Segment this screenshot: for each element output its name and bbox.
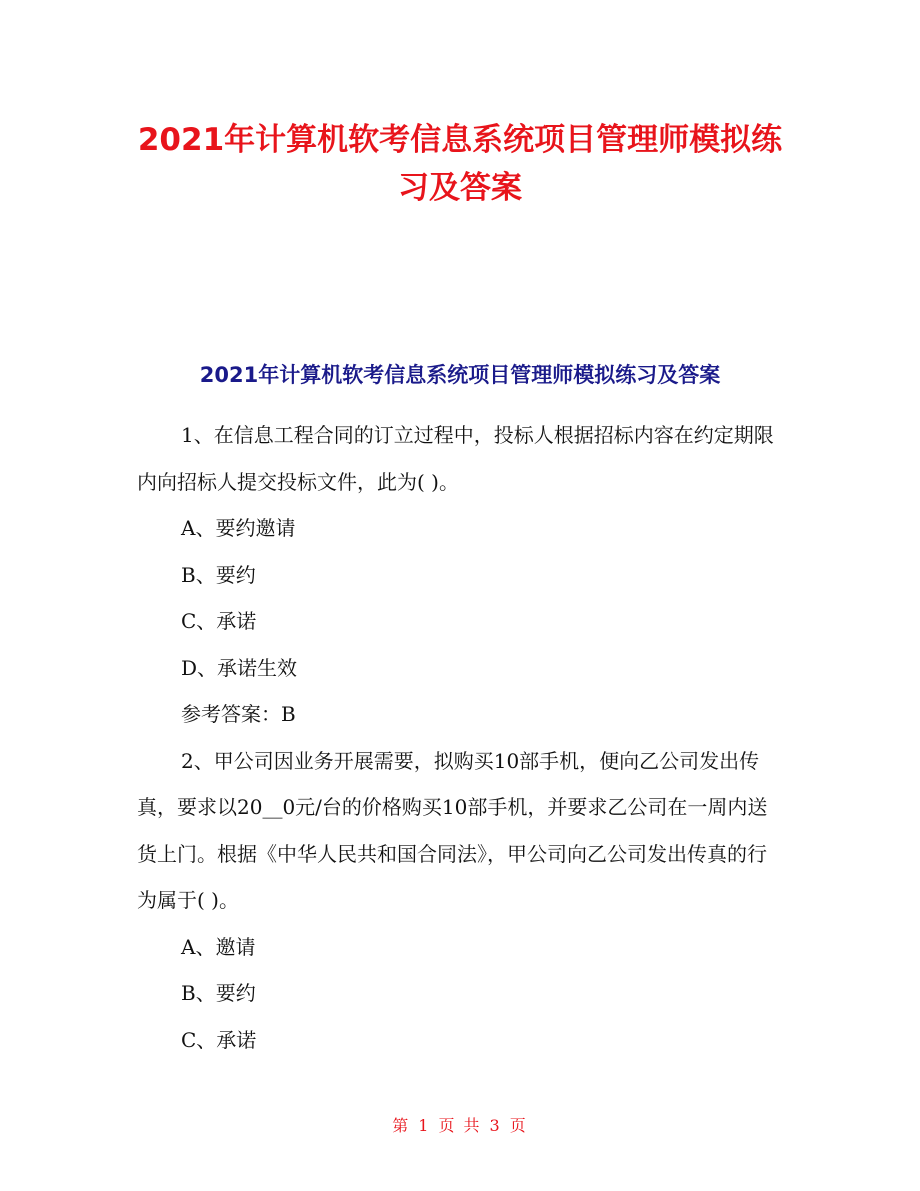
question-2-option-b: B、要约 xyxy=(181,981,256,1005)
document-title-line-2: 习及答案 xyxy=(398,170,522,206)
question-1-option-b: B、要约 xyxy=(181,562,256,587)
document-body xyxy=(137,412,785,1063)
page-footer xyxy=(0,1113,920,1136)
question-2-option-a: A、邀请 xyxy=(181,934,256,959)
footer-page-suffix: 页 xyxy=(509,1116,528,1135)
footer-page-total: 3 xyxy=(489,1116,502,1135)
document-title-line-1: 2021年计算机软考信息系统项目管理师模拟练 xyxy=(137,122,783,158)
footer-page-mid: 页 共 xyxy=(438,1116,482,1135)
question-1-option-d: D、承诺生效 xyxy=(181,655,298,680)
document-title xyxy=(0,116,920,212)
question-1-option-a: A、要约邀请 xyxy=(181,516,296,540)
footer-page-current: 1 xyxy=(418,1116,431,1135)
question-1-option-c: C、承诺 xyxy=(181,609,257,633)
question-2-stem: 2、甲公司因业务开展需要，拟购买10部手机，便向乙公司发出传真，要求以20__0元/台的价格购买10部手机，并要求乙公司在一周内送货上门。根据《中华人民共和国合同法》，甲公司向乙公司发出传真的行为属于( )。 xyxy=(137,748,768,912)
question-1-stem: 1、在信息工程合同的订立过程中，投标人根据招标内容在约定期限内向招标人提交投标文件，此为( )。 xyxy=(137,423,774,494)
question-1-answer: 参考答案：B xyxy=(181,702,296,726)
document-subtitle: 2021年计算机软考信息系统项目管理师模拟练习及答案 xyxy=(199,363,721,387)
footer-page-prefix: 第 xyxy=(392,1116,411,1135)
question-2-option-c: C、承诺 xyxy=(181,1027,257,1052)
